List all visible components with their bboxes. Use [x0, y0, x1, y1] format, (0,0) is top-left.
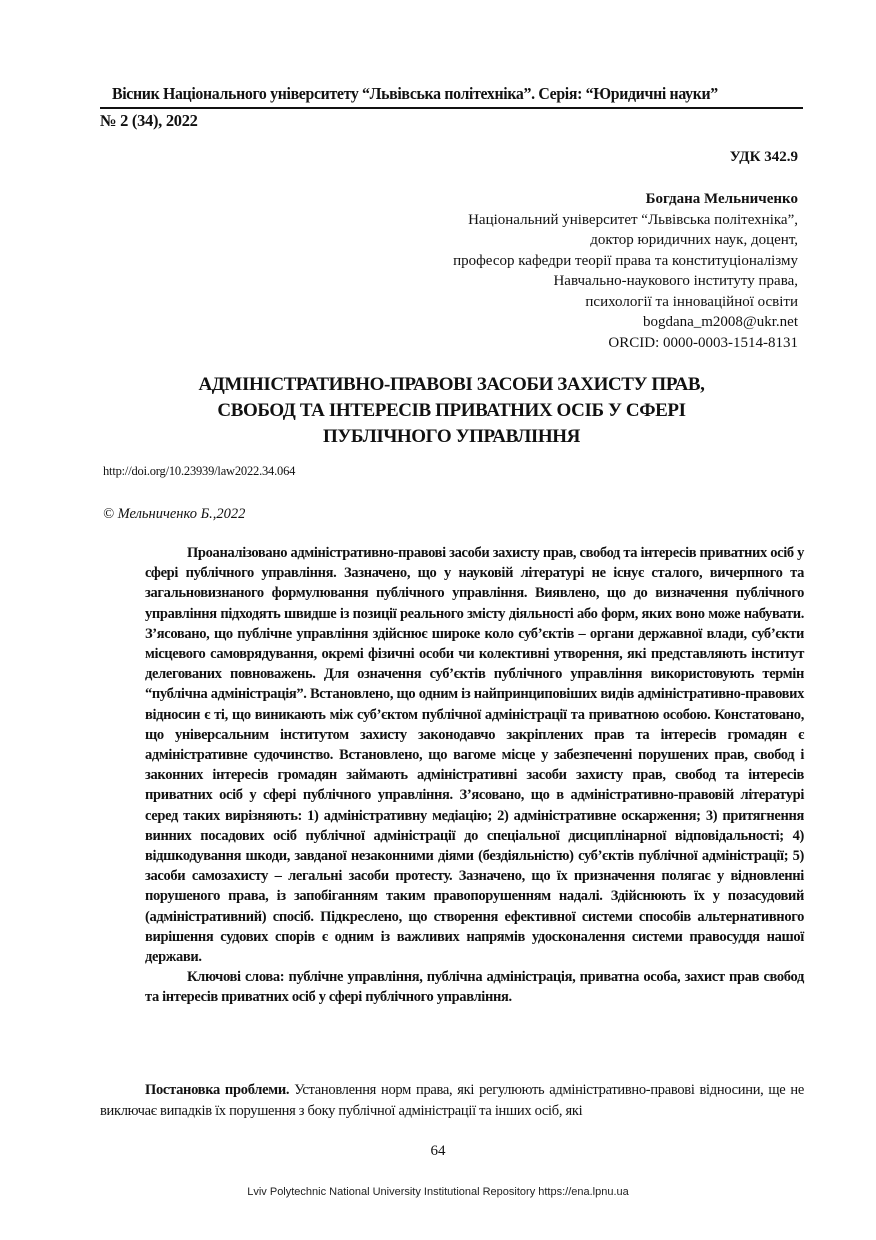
author-orcid: ORCID: 0000-0003-1514-8131 — [608, 334, 798, 351]
author-email: bogdana_m2008@ukr.net — [642, 314, 798, 330]
page-number: 64 — [430, 1143, 446, 1159]
keywords: Ключові слова: публічне управління, публічна адміністрація, приватна особа, захист прав свобод та інтересів приватних осіб у сфері публічного управління. — [145, 969, 804, 1006]
repository-footer: Lviv Polytechnic National University Institutional Repository https://ena.lpnu.ua — [247, 1186, 629, 1198]
author-block — [453, 189, 798, 353]
section-paragraph — [100, 1080, 804, 1121]
author-affiliation-line: Національний університет “Львівська політехніка”, — [468, 211, 798, 228]
section-heading: Постановка проблеми. — [145, 1082, 290, 1098]
copyright-notice: © Мельниченко Б.,2022 — [103, 506, 246, 522]
author-affiliation-line: професор кафедри теорії права та конституціоналізму — [453, 252, 798, 269]
header-rule-divider — [100, 107, 803, 109]
article-title — [100, 372, 803, 450]
body-section — [100, 1080, 804, 1121]
author-affiliation-line: психології та інноваційної освіти — [585, 293, 798, 310]
article-title-line: АДМІНІСТРАТИВНО-ПРАВОВІ ЗАСОБИ ЗАХИСТУ ПРАВ, — [198, 374, 705, 395]
author-affiliation-line: Навчально-наукового інституту права, — [553, 273, 798, 289]
author-affiliation-line: доктор юридичних наук, доцент, — [590, 232, 798, 248]
abstract — [145, 543, 804, 1008]
article-title-line: СВОБОД ТА ІНТЕРЕСІВ ПРИВАТНИХ ОСІБ У СФЕРІ — [217, 400, 686, 421]
doi-link[interactable]: http://doi.org/10.23939/law2022.34.064 — [103, 464, 296, 478]
udc-code: УДК 342.9 — [729, 149, 798, 165]
issue-number: № 2 (34), 2022 — [100, 111, 198, 130]
article-title-line: ПУБЛІЧНОГО УПРАВЛІННЯ — [322, 426, 580, 447]
journal-title-header: Вісник Національного університету “Львівська політехніка”. Серія: “Юридичні науки” — [112, 84, 718, 103]
abstract-text: Проаналізовано адміністративно-правові засоби захисту прав, свобод та інтересів приватних осіб у сфері публічного управління. Зазначено, що у науковій літературі не існує сталого, вичерпного та загальновизнаного формулювання публічного управління. Виявлено, що до визначення публічного управління підходять швидше із позиції реального змісту діяльності або форм, яких воно може набувати. З’ясовано, що публічне управління здійснює широке коло суб’єктів – органи державної влади, суб’єкти місцевого самоврядування, окремі фізичні особи чи колективні утворення, які представляють інститут делегованих повноважень. Для означення суб’єктів публічного управління використовують термін “публічна адміністрація”. Встановлено, що одним із найпринциповіших видів адміністративно-правових відносин є ті, що виникають між суб’єктом публічної адміністрації та приватною особою. Констатовано, що універсальним інститутом захисту законодавчо закріплених прав та інтересів громадян є адміністративне судочинство. Встановлено, що вагоме місце у забезпеченні порушених прав, свобод і законних інтересів громадян займають адміністративні засоби захисту прав, свобод та інтересів приватних осіб у сфері публічного управління. З’ясовано, що в адміністративно-правовій літературі серед таких вирізняють: 1) адміністративну медіацію; 2) адміністративне оскарження; 3) притягнення винних посадових осіб публічної адміністрації до спеціальної дисциплінарної відповідальності; 4) відшкодування шкоди, завданої незаконними діями (бездіяльністю) суб’єктів публічної адміністрації; 5) засоби самозахисту – легальні засоби протесту. Зазначено, що їх призначення полягає у відновленні порушеного права, із запобіганням таким правопорушенням надалі. Здійснюють їх у позасудовий (адміністративний) спосіб. Підкреслено, що створення ефективної системи способів альтернативного вирішення судових спорів є одним із важливих напрямів удосконалення системи правосуддя нашої держави. — [145, 545, 804, 966]
author-name: Богдана Мельниченко — [645, 191, 798, 207]
section-text: Установлення норм права, які регулюють адміністративно-правові відносини, ще не виключає випадків їх порушення з боку публічної адміністрації та інших осіб, які — [100, 1082, 804, 1119]
